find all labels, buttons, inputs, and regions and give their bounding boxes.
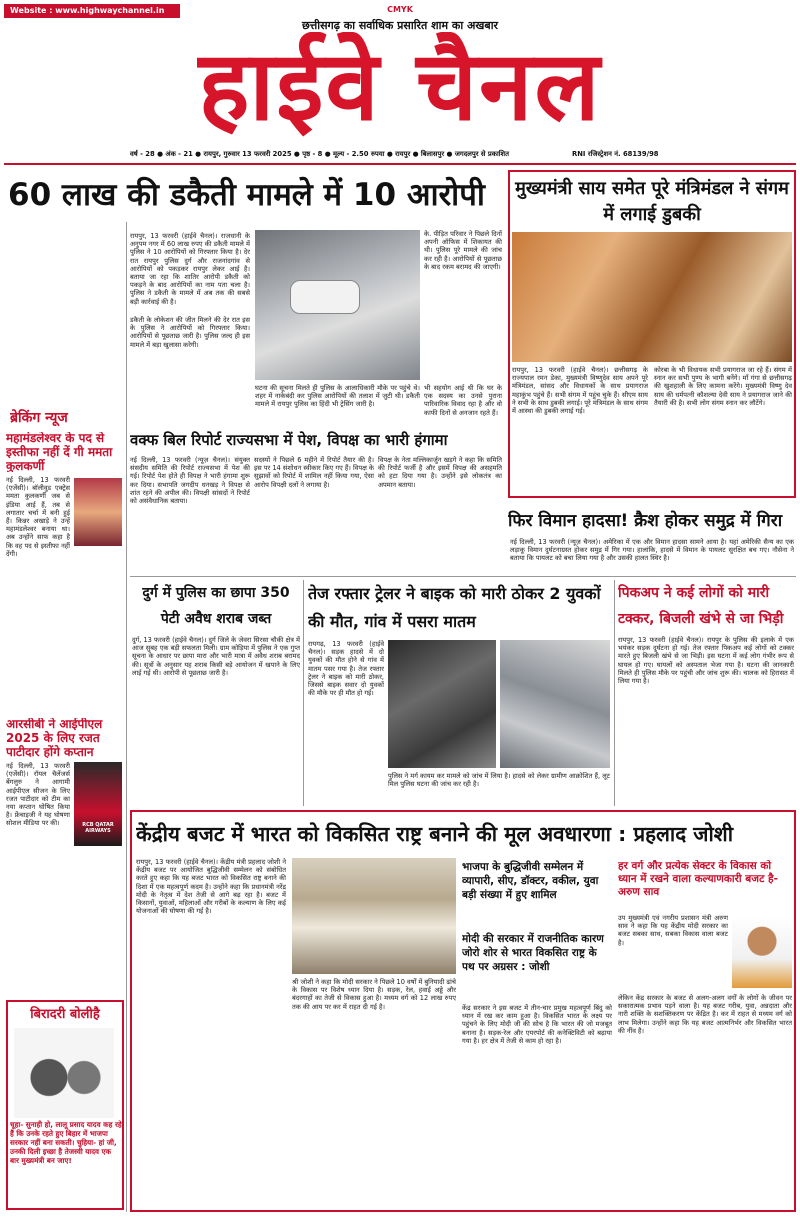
- plane-headline: फिर विमान हादसा! क्रैश होकर समुद्र में गिरा: [508, 511, 783, 531]
- budget-col3: केंद्र सरकार ने इस बजट में तीन-चार प्रमुख महत्वपूर्ण बिंदु को ध्यान में रख कर काम हुआ है। विकसित भारत के लक्ष्य पर पहुंचने के लिए मोदी जी की सोच है कि भारत की जो मजबूत बनाना है। सड़क-रेल और एयरपोर्ट की कनेक्टिविटी को बढ़ाया गया है। हर क्षेत्र में तेजी से काम हो रहा है।: [462, 1004, 612, 1045]
- breaking-label: ब्रेकिंग न्यूज: [10, 410, 68, 426]
- trailer-body: रायगढ़, 13 फरवरी (हाईवे चैनल)। सड़क हादसे में दो युवकों की मौत होने से गांव में मातम पसर गया है। तेज रफ्तार ट्रेलर ने बाइक को मारी ठोकर, जिससे बाइक सवार दो युवकों की मौके पर ही मौत हो गई।: [308, 640, 384, 698]
- pickup-headline: पिकअप ने कई लोगों को मारी टक्कर, बिजली खंभे से जा भिड़ी: [618, 585, 784, 627]
- masthead-rule: [4, 163, 796, 165]
- budget-col4a: उप मुख्यमंत्री एवं नगरीय प्रशासन मंत्री अरुण साव ने कहा कि यह केंद्रीय मोदी सरकार का बजट सबका साथ, सबका विकास वाला बजट है।: [618, 914, 728, 947]
- dacoity-col4: भी सहयोग आई थी कि घर के एक सदस्य का उनसे पुराना पारिवारिक विवाद रहा है और वो काफी दिनों से अनजान रहते हैं।: [424, 384, 502, 417]
- birbal-cartoon: [14, 1028, 114, 1118]
- info-bar: वर्ष - 28 ● अंक - 21 ● रायपुर, गुरुवार 13 फरवरी 2025 ● पृष्ठ - 8 ● मूल्य - 2.50 रुपया ● रायपुर ● बिलासपुर ● जगदलपुर से प्रकाशित: [130, 150, 509, 158]
- mamta-photo: [74, 478, 122, 546]
- cm-headline: मुख्यमंत्री साय समेत पूरे मंत्रिमंडल ने संगम में लगाई डुबकी: [515, 178, 789, 225]
- budget-col2: श्री जोशी ने कहा कि मोदी सरकार ने पिछले 10 वर्षों में बुनियादी ढांचे के विकास पर विशेष ध्यान दिया है। सड़क, रेल, हवाई अड्डे और बंदरगाहों का तेजी से विकास हुआ है। मध्यम वर्ग को 12 लाख रुपए तक की आय पर कर में राहत दी गई है।: [292, 978, 456, 1011]
- dacoity-col3: घटना की सूचना मिलते ही पुलिस के आलाधिकारी मौके पर पहुंचे थे। शहर में नाकेबंदी कर पुलिस आरोपियों की तलाश में जुटी थी। डकैती मामले में रायपुर पुलिस का हिंदी भी ट्रेसिंग जारी है।: [255, 384, 420, 409]
- car-shape: [290, 280, 360, 314]
- pickup-rule: [614, 580, 615, 806]
- trailer-headline: तेज रफ्तार ट्रेलर ने बाइक को मारी ठोकर 2 युवकों की मौत, गांव में पसरा मातम: [308, 584, 601, 631]
- pickup-body: रायपुर, 13 फरवरी (हाईवे चैनल)। रायपुर के पुलिस की इलाके में एक भयंकर सड़क दुर्घटना हो गई। तेज रफ्तार पिकअप कई लोगों को टक्कर मारते हुए बिजली खंभे से जा भिड़ी। इस घटना में कई लोग गंभीर रूप से घायल हो गए। घायलों को अस्पताल भेजा गया है। घटना की जानकारी मिलते ही पुलिस मौके पर पहुंची और जांच शुरू की। चालक को हिरासत में लिया गया है।: [618, 636, 794, 686]
- mid-rule: [130, 576, 796, 577]
- dacoity-col1b: डकैती के लोकेशन की जीत मिलने की देर रात इस के पुलिस ने आरोपियों को गिरफ्तार किया। आरोपियों से पूछताछ जारी है। पुलिस जल्द ही इस मामले में बड़ा खुलासा करेगी।: [130, 316, 250, 349]
- waqf-headline: वक्फ बिल रिपोर्ट राज्यसभा में पेश, विपक्ष का भारी हंगामा: [130, 431, 448, 449]
- masthead-title: हाईवे चैनल: [198, 32, 602, 140]
- budget-box-2: मोदी की सरकार में राजनीतिक कारण जोरो शोर से भारत विकसित राष्ट्र के पथ पर अग्रसर : जोशी: [462, 933, 604, 973]
- waqf-col3: विपक्ष के नेता मल्लिकार्जुन खड़गे ने कहा कि समिति की रिपोर्ट फर्जी है और इसमें विपक्ष की असहमति को हटा दिया गया है। उन्होंने इसे लोकतंत्र का अपमान बताया।: [378, 456, 502, 489]
- breaking-body-2: नई दिल्ली, 13 फरवरी (एजेंसी)। रॉयल चैलेंजर्स बेंगलुरु ने आगामी आईपीएल सीजन के लिए रजत पाटीदार को टीम का नया कप्तान घोषित किया है। फ्रेंचाइजी ने यह घोषणा सोशल मीडिया पर की।: [6, 762, 70, 828]
- tagline: छत्तीसगढ़ का सर्वाधिक प्रसारित शाम का अखबार: [301, 19, 499, 32]
- budget-headline: केंद्रीय बजट में भारत को विकसित राष्ट्र बनाने की मूल अवधारणा : प्रहलाद जोशी: [136, 822, 734, 846]
- birbal-text: चूहा- सुनाही हो, लालू प्रसाद यादव कह रहे हैं कि उनके रहते हुए बिहार में भाजपा सरकार नहीं बना सकती। चुहिया- हां जी, उनकी दिली इच्छा है तेजस्वी यादव एक बार मुख्यमंत्री बन जाए!: [10, 1120, 122, 1165]
- durg-body: दुर्ग, 13 फरवरी (हाईवे चैनल)। दुर्ग जिले के जेवरा सिरसा चौकी क्षेत्र में आज सुबह एक बड़ी सफलता मिली। ग्राम कोड़िया में पुलिस ने एक गुप्त सूचना के आधार पर छापा मारा और भारी मात्रा में अवैध शराब बरामद की। सूत्रों के अनुसार यह शराब किसी बड़े आयोजन में खपाने के लिए लाई गई थी। आरोपी से पूछताछ जारी है।: [132, 636, 300, 677]
- breaking-headline-2: आरसीबी ने आईपीएल 2025 के लिए रजत पाटीदार होंगे कप्तान: [6, 718, 103, 758]
- waqf-col1: नई दिल्ली, 13 फरवरी (न्यूज़ चैनल)। संयुक्त संसदीय समिति की रिपोर्ट राज्यसभा में पेश की गई। रिपोर्ट पेश होते ही विपक्ष ने भारी हंगामा शुरू कर दिया। सभापति जगदीप धनखड़ ने विपक्ष से शांत रहने की अपील की। विपक्षी सांसदों ने रिपोर्ट को असंवैधानिक बताया।: [130, 456, 250, 506]
- cm-col2: कोरबा के भी विधायक सभी प्रयागराज जा रहे हैं। संगम में स्नान कर सभी पुण्य के भागी बनेंगे। माँ गंगा से छत्तीसगढ़ की खुशहाली के लिए कामना करेंगे। मुख्यमंत्री विष्णु देव साय की धर्मपत्नी कौशल्या देवी साय ने प्रयागराज जाने की तैयारी की है। सभी लोग संगम स्नान कर लौटेंगे।: [654, 366, 792, 407]
- breaking-headline-1: महामंडलेश्वर के पद से इस्तीफा नहीं दें गी ममता कुलकर्णी: [6, 432, 113, 472]
- cm-photo: [512, 232, 792, 362]
- birbal-title: बिरादरी बोलीहै: [30, 1007, 100, 1022]
- dacoity-col2: के. पीड़ित परिवार ने पिछले दिनों अपनी ऑफिस में शिकायत की थी। पुलिस पूरे मामले की जांच कर रही है। आरोपियों से पूछताछ के बाद रकम बरामद की जाएगी।: [424, 230, 502, 271]
- durg-rule: [303, 580, 304, 806]
- website-banner[interactable]: Website : www.highwaychannel.in: [4, 4, 180, 18]
- durg-headline: दुर्ग में पुलिस का छापा 350 पेटी अवैध शराब जब्त: [142, 585, 290, 627]
- rcb-badge: RCB QATAR AIRWAYS: [82, 822, 114, 834]
- accident-photo-1: [388, 640, 496, 768]
- dacoity-headline: 60 लाख की डकैती मामले में 10 आरोपी: [8, 177, 485, 213]
- rni-number: RNI रजिस्ट्रेशन नं. 68139/98: [572, 150, 659, 158]
- cm-col1: रायपुर, 13 फरवरी (हाईवे चैनल)। छत्तीसगढ़ के राज्यपाल रमन डेका, मुख्यमंत्री विष्णुदेव साय अपने पूरे मंत्रिमंडल, सांसद और विधायकों के साथ प्रयागराज महाकुंभ पहुंचे हैं। सभी संगम में पहुंच चुके हैं। सीएम साय ने सभी के साथ डुबकी लगाई। पूरे मंत्रिमंडल के साथ संगम में आस्था की डुबकी लगाई गई।: [512, 366, 648, 416]
- budget-col1: रायपुर, 13 फरवरी (हाईवे चैनल)। केंद्रीय मंत्री प्रहलाद जोशी ने केंद्रीय बजट पर आयोजित बुद्धिजीवी सम्मेलन को संबोधित करते हुए कहा कि यह बजट भारत को विकसित राष्ट्र बनाने की दिशा में एक महत्वपूर्ण कदम है। उन्होंने कहा कि प्रधानमंत्री नरेंद्र मोदी के नेतृत्व में देश तेजी से आगे बढ़ रहा है। बजट में किसानों, युवाओं, महिलाओं और गरीबों के कल्याण के लिए कई योजनाओं की घोषणा की गई है।: [136, 858, 286, 916]
- waqf-col2: सदस्यों ने पिछले 6 महीने में रिपोर्ट तैयार की है। इस पर 14 संशोधन स्वीकार किए गए हैं। विपक्ष के सुझावों को रिपोर्ट में शामिल नहीं किया गया, ऐसा आरोप विपक्षी दलों ने लगाया है।: [254, 456, 374, 489]
- trailer-body-2: पुलिस ने मर्ग कायम कर मामले को जांच में लिया है। हादसे को लेकर ग्रामीण आक्रोशित हैं, लूट मिल पुलिस घटना की जांच कर रही है।: [388, 772, 610, 789]
- plane-body: नई दिल्ली, 13 फरवरी (न्यूज़ चैनल)। अमेरिका में एक और विमान हादसा सामने आया है। यहां अमेरिकी सैन्य का एक लड़ाकू विमान दुर्घटनाग्रस्त होकर समुद्र में गिर गया। हालांकि, हादसे में विमान के पायलट सुरक्षित बच गए। नौसेना ने बताया कि पायलट को बचा लिया गया है और उसकी हालत स्थिर है।: [510, 538, 794, 563]
- budget-col4-title: हर वर्ग और प्रत्येक सेक्टर के विकास को ध्यान में रखने वाला कल्याणकारी बजट है-अरुण साव: [618, 860, 778, 898]
- budget-box-1: भाजपा के बुद्धिजीवी सम्मेलन में व्यापारी, सीए, डॉक्टर, वकील, युवा बड़ी संख्या में हुए शामिल: [462, 861, 599, 901]
- budget-col4b: लेकिन केंद्र सरकार के बजट से अलग-अलग वर्गों के लोगों के जीवन पर सकारात्मक प्रभाव पड़ने वाला है। यह बजट गरीब, युवा, अन्नदाता और नारी शक्ति के सशक्तिकरण पर केंद्रित है। कर में राहत से मध्यम वर्ग को लाभ मिलेगा। उन्होंने कहा कि यह बजट आत्मनिर्भर और विकसित भारत की नींव है।: [618, 994, 792, 1035]
- breaking-body-1: नई दिल्ली, 13 फरवरी (एजेंसी)। बॉलीवुड एक्ट्रेस ममता कुलकर्णी जब से इंडिया आई हैं, तब से लगातार चर्चा में बनी हुई हैं। किन्नर अखाड़े ने उन्हें महामंडलेश्वर बनाया था। अब उन्होंने साफ कहा है कि वह पद से इस्तीफा नहीं देंगी।: [6, 476, 70, 558]
- cmyk-mark: CMYK: [387, 5, 413, 14]
- conference-photo: [292, 858, 456, 974]
- accident-photo-2: [500, 640, 610, 768]
- left-col-rule: [126, 222, 127, 1212]
- dacoity-col1: रायपुर, 13 फरवरी (हाईवे चैनल)। राजधानी के अनुपम नगर में 60 लाख रुपए की डकैती मामले में पुलिस ने 10 आरोपियों को गिरफ्तार किया है। देर रात रायपुर पुलिस दुर्ग और राजनांदगांव से आरोपियों को पकड़कर रायपुर लेकर आई है। बताया जा रहा कि शातिर आरोपी डकैती को पकड़ने के बाद आरोपियों का नाम पता चला है। पुलिस ने डकैती के मामले में अब तक की सबसे बड़ी कार्रवाई की है।: [130, 232, 250, 306]
- arun-sao-photo: [732, 916, 792, 988]
